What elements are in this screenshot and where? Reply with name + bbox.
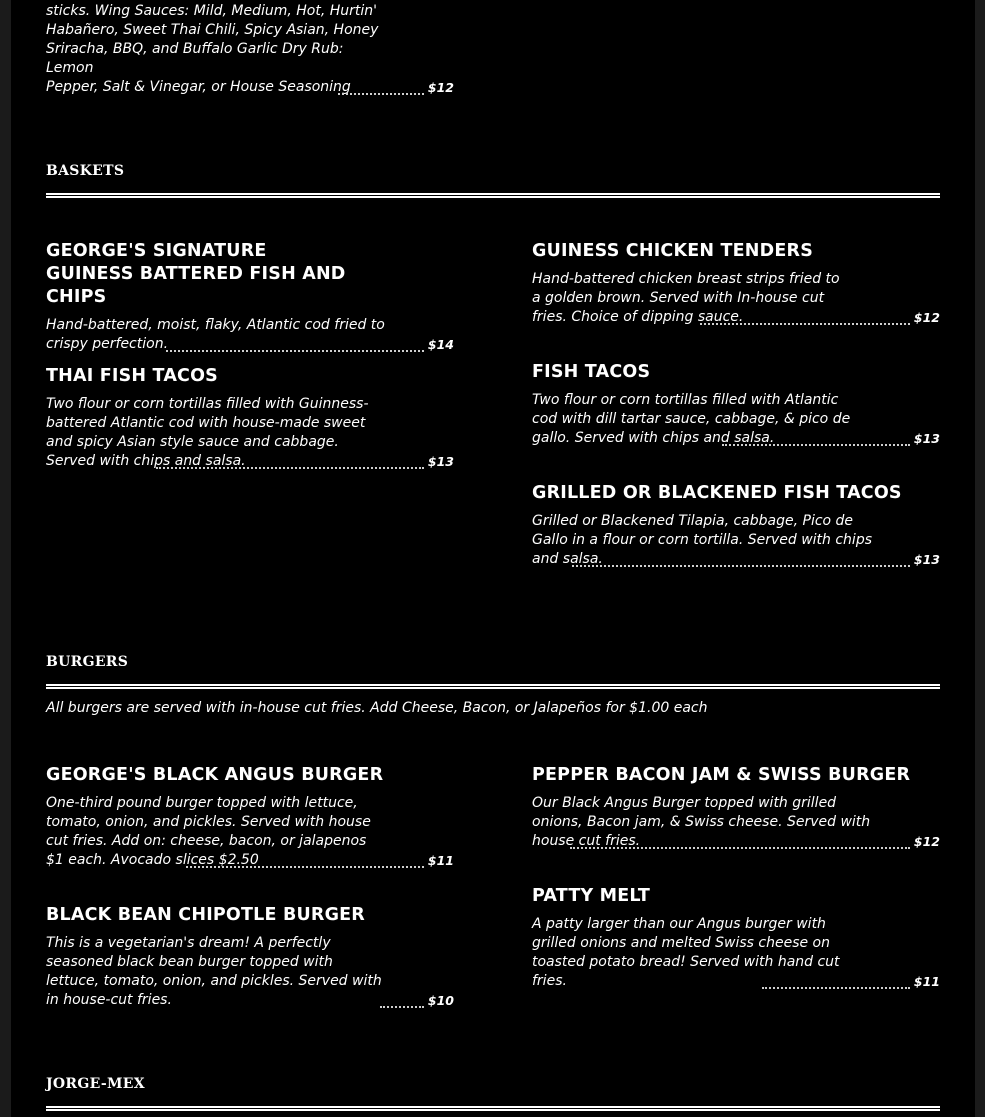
- menu-item-patty-melt: [532, 885, 940, 991]
- menu-item-pepper-bacon-burger: [532, 764, 940, 851]
- dot-leader: [700, 323, 910, 325]
- menu-item-black-angus-burger: [46, 764, 454, 870]
- description-text: Grilled or Blackened Tilapia, cabbage, Pico de Gallo in a flour or corn tortilla. Served with chips and salsa.: [532, 513, 872, 567]
- item-description: [532, 915, 940, 991]
- item-title: PATTY MELT: [532, 886, 651, 906]
- dot-leader: [722, 444, 910, 446]
- item-title: BLACK BEAN CHIPOTLE BURGER: [46, 905, 365, 925]
- section-note: All burgers are served with in-house cut fries. Add Cheese, Bacon, or Jalapeños for $1.00 each: [46, 700, 708, 716]
- menu-item-grilled-fish-tacos: [532, 482, 940, 569]
- item-description: [46, 794, 454, 870]
- description-line: Habañero, Sweet Thai Chili, Spicy Asian, Honey: [46, 22, 379, 38]
- item-description: [532, 794, 940, 851]
- item-price: $14: [427, 337, 454, 352]
- item-price: $12: [913, 834, 940, 849]
- menu-item-wings: [46, 2, 454, 97]
- item-price: $12: [913, 310, 940, 325]
- description-text: This is a vegetarian's dream! A perfectly seasoned black bean burger topped with lettuce, tomato, onion, and pickles. Served with in house-cut fries.: [46, 935, 382, 1008]
- dot-leader: [570, 847, 910, 849]
- dot-leader: [166, 350, 424, 352]
- item-price: $10: [427, 993, 454, 1008]
- description-text: One-third pound burger topped with lettuce, tomato, onion, and pickles. Served with house cut fries. Add on: cheese, bacon, or jalapenos $1 each. Avocado slices $2.50: [46, 795, 371, 868]
- description-line: sticks. Wing Sauces: Mild, Medium, Hot, Hurtin': [46, 3, 377, 19]
- item-description: [46, 395, 454, 471]
- menu-page: [11, 0, 975, 1117]
- item-title: FISH TACOS: [532, 362, 651, 382]
- description-text: Two flour or corn tortillas filled with Guinness-battered Atlantic cod with house-made sweet and spicy Asian style sauce and cabbage. Served with chips and salsa.: [46, 396, 369, 469]
- item-price: $11: [427, 853, 454, 868]
- description-text: Our Black Angus Burger topped with grilled onions, Bacon jam, & Swiss cheese. Served with house cut fries.: [532, 795, 871, 849]
- item-description: [532, 512, 940, 569]
- item-title: GRILLED OR BLACKENED FISH TACOS: [532, 483, 902, 503]
- dot-leader: [156, 467, 424, 469]
- section-divider: [46, 193, 940, 198]
- dot-leader: [762, 987, 910, 989]
- item-description: [532, 391, 940, 448]
- item-description: [46, 934, 454, 1010]
- section-title-jorge-mex: JORGE-MEX: [46, 1076, 145, 1092]
- item-price: $11: [913, 974, 940, 989]
- section-title-burgers: BURGERS: [46, 654, 129, 670]
- item-price: $12: [427, 80, 454, 95]
- item-title: PEPPER BACON JAM & SWISS BURGER: [532, 765, 911, 785]
- item-description: [532, 270, 940, 327]
- item-description: [46, 2, 454, 97]
- menu-item-chicken-tenders: [532, 240, 940, 327]
- description-text: A patty larger than our Angus burger with grilled onions and melted Swiss cheese on toasted potato bread! Served with hand cut fries.: [532, 916, 840, 989]
- item-price: $13: [427, 454, 454, 469]
- dot-leader: [186, 866, 424, 868]
- description-text: Hand-battered chicken breast strips fried to a golden brown. Served with In-house cut fries. Choice of dipping sauce.: [532, 271, 840, 325]
- item-title: THAI FISH TACOS: [46, 366, 218, 386]
- menu-item-fish-tacos: [532, 361, 940, 448]
- section-title-baskets: BASKETS: [46, 163, 125, 179]
- dot-leader: [380, 1006, 424, 1008]
- description-line: Pepper, Salt & Vinegar, or House Seasoning: [46, 79, 351, 95]
- menu-item-black-bean-burger: [46, 904, 454, 1010]
- description-text: Two flour or corn tortillas filled with Atlantic cod with dill tartar sauce, cabbage, & pico de gallo. Served with chips and salsa.: [532, 392, 851, 446]
- dot-leader: [338, 93, 424, 95]
- description-text: Hand-battered, moist, flaky, Atlantic cod fried to crispy perfection.: [46, 317, 385, 352]
- section-divider: [46, 684, 940, 689]
- item-price: $13: [913, 431, 940, 446]
- item-title: GEORGE'S BLACK ANGUS BURGER: [46, 765, 384, 785]
- item-description: [46, 316, 454, 354]
- menu-item-thai-fish-tacos: [46, 365, 454, 471]
- item-title: GEORGE'S SIGNATURE GUINESS BATTERED FISH AND CHIPS: [46, 241, 346, 307]
- menu-item-fish-and-chips: [46, 240, 454, 354]
- dot-leader: [572, 565, 910, 567]
- description-line: Sriracha, BBQ, and Buffalo Garlic Dry Rub: Lemon: [46, 41, 344, 76]
- section-divider: [46, 1106, 940, 1111]
- item-price: $13: [913, 552, 940, 567]
- item-title: GUINESS CHICKEN TENDERS: [532, 241, 813, 261]
